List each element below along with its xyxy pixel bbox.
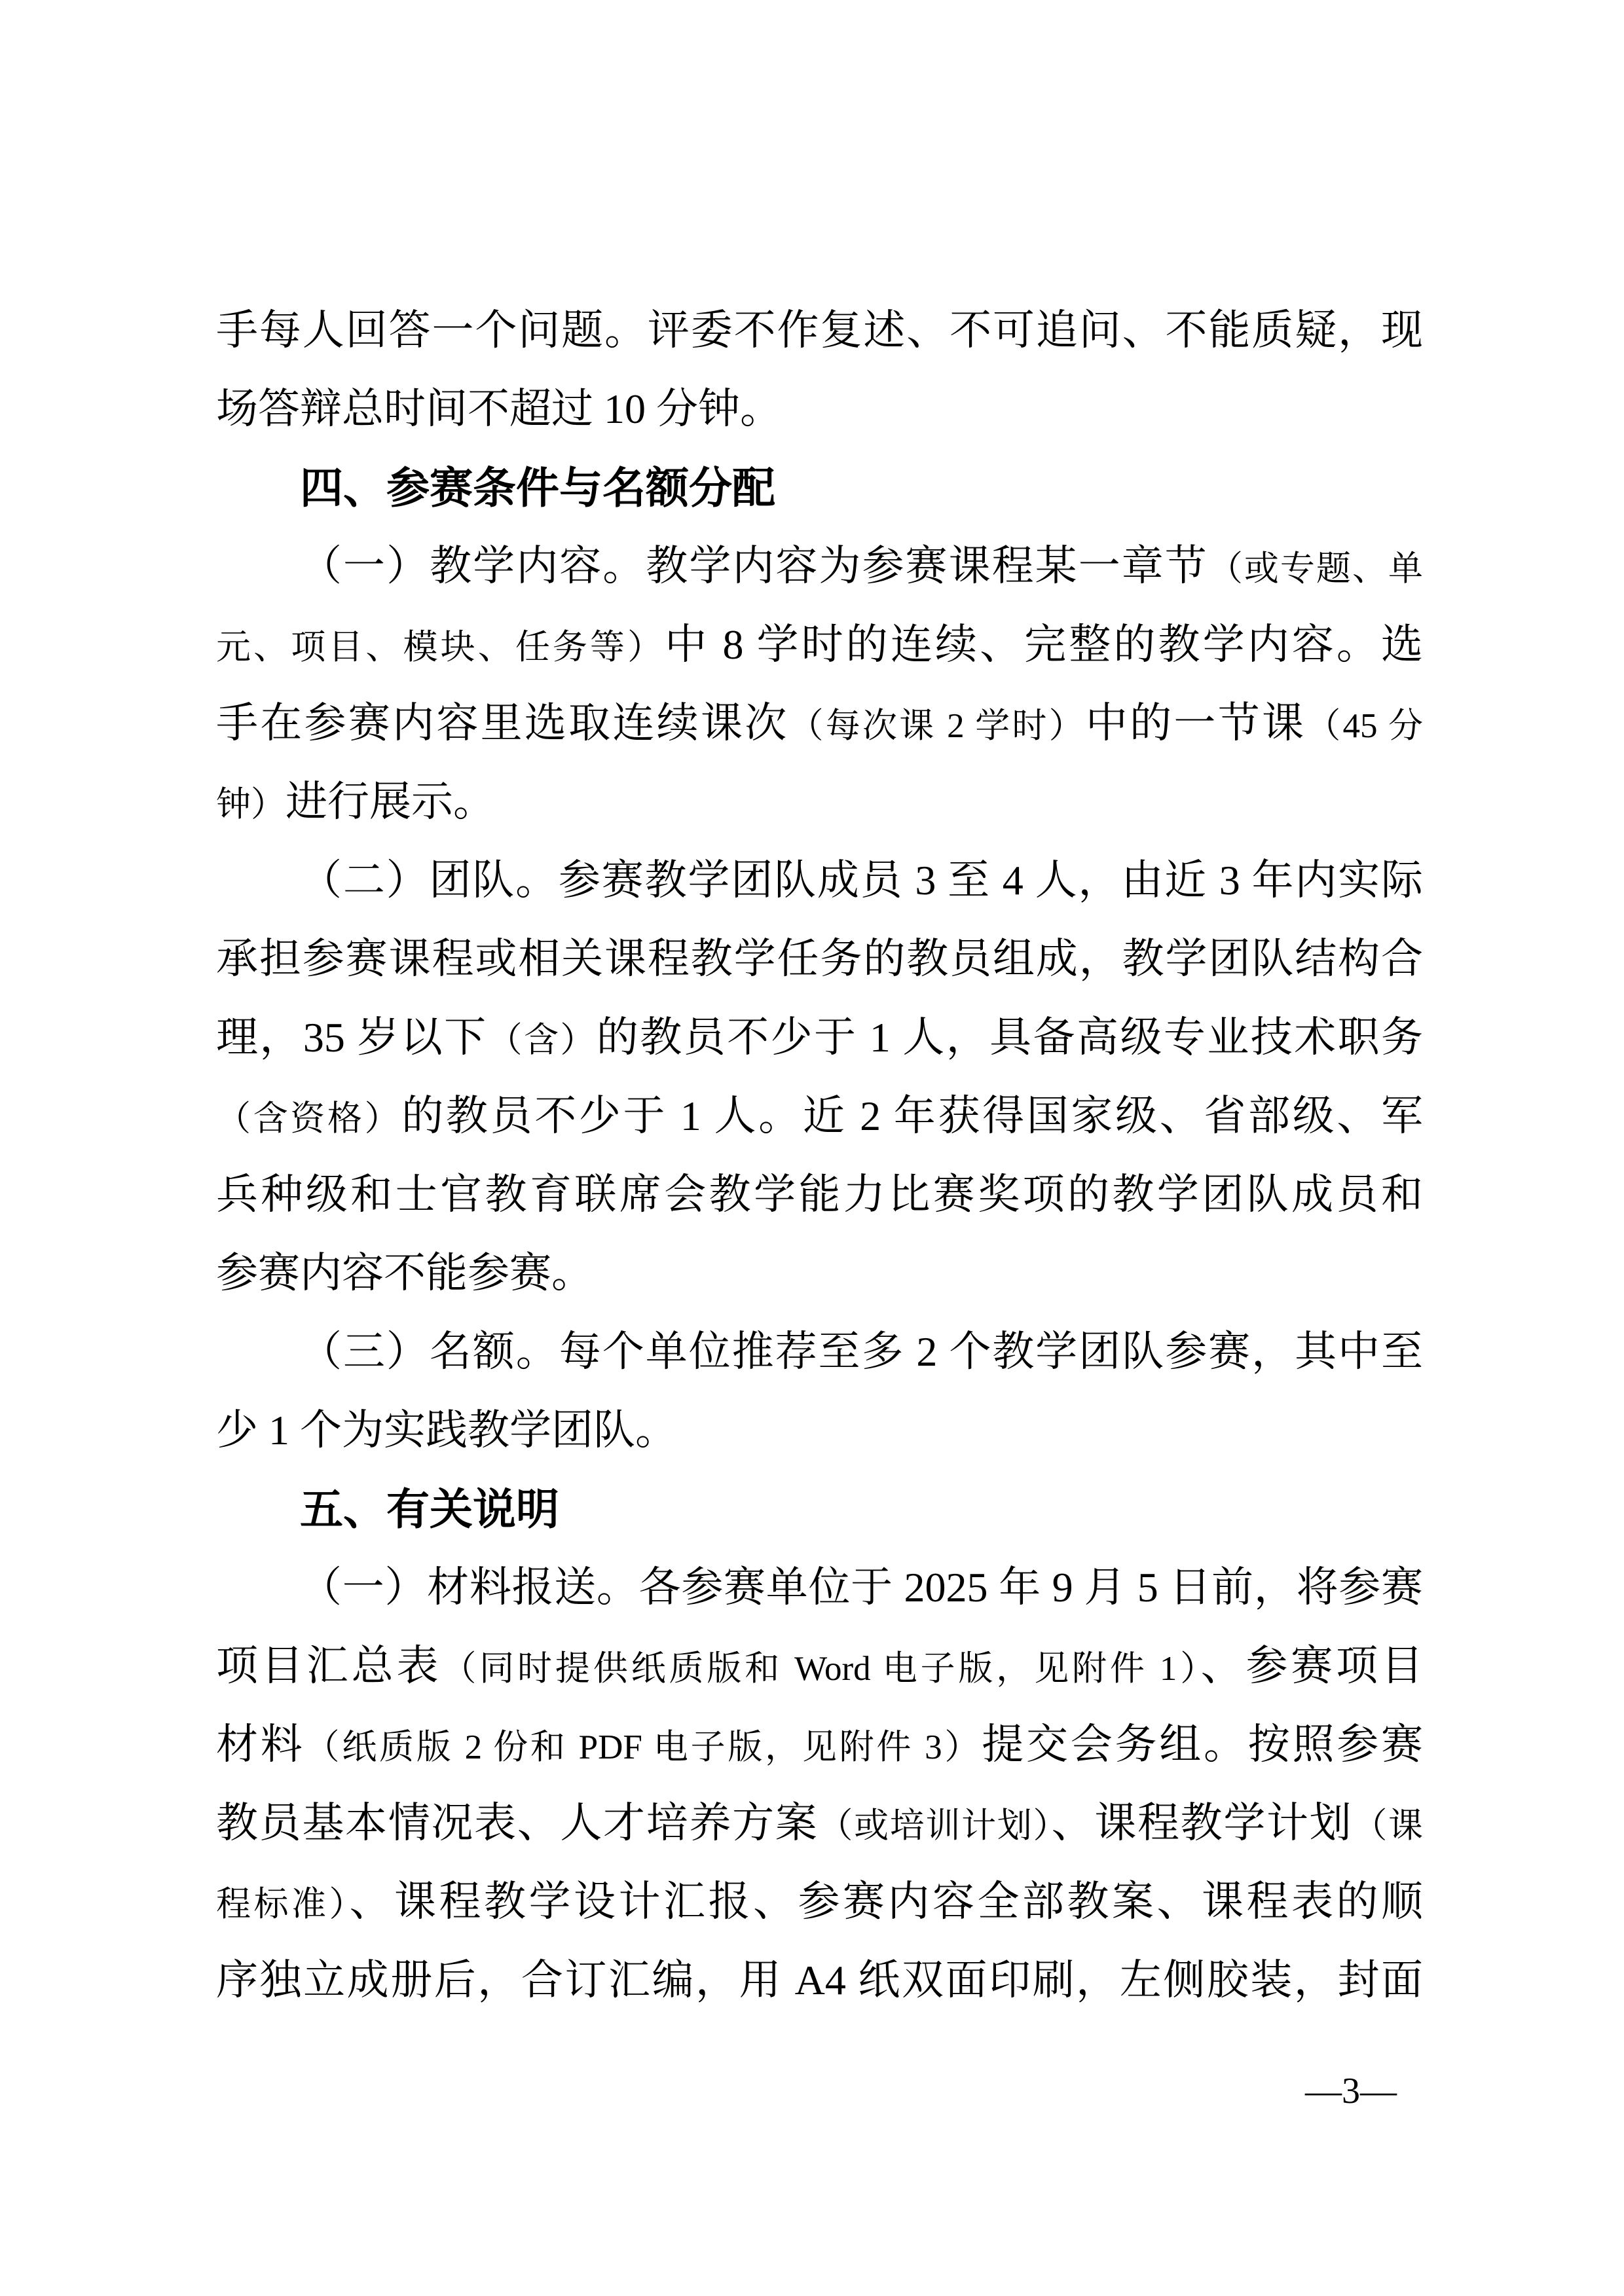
text-segment: 中的一节课 <box>1085 700 1306 746</box>
text-segment: 手每人回答一个问题。评委不作复述、不可追问、不能质疑，现 <box>216 307 1423 354</box>
body-line <box>216 606 1423 684</box>
text-segment: （课 <box>1352 1807 1424 1845</box>
text-segment: （纸质版 2 份和 PDF 电子版，见附件 3） <box>304 1728 982 1766</box>
text-segment: （或培训计划） <box>818 1807 1052 1845</box>
text-segment: （每次课 2 学时） <box>788 707 1086 745</box>
page-number: —3— <box>1305 2071 1397 2111</box>
text-segment: 提交会务组。按照参赛 <box>982 1721 1424 1768</box>
body-line <box>216 998 1423 1077</box>
text-segment: 场答辩总时间不超过 10 分钟。 <box>216 386 782 432</box>
text-segment: 参赛内容不能参赛。 <box>216 1250 593 1296</box>
text-segment: 教员基本情况表、人才培养方案 <box>216 1800 819 1846</box>
text-segment: 的教员不少于 1 人。近 2 年获得国家级、省部级、军 <box>401 1093 1424 1139</box>
body-line <box>216 1863 1423 1941</box>
heading-text: 五、有关说明 <box>300 1485 559 1533</box>
text-segment: （一）材料报送。各参赛单位于 2025 年 9 月 5 日前，将参赛 <box>300 1564 1423 1611</box>
section-heading <box>216 1470 1423 1548</box>
body-line <box>216 841 1423 920</box>
text-segment: 理，35 岁以下 <box>216 1014 488 1061</box>
body-line <box>216 527 1423 606</box>
text-segment: 程标准） <box>216 1886 350 1923</box>
body-line <box>216 763 1423 841</box>
text-segment: 少 1 个为实践教学团队。 <box>216 1407 677 1453</box>
heading-text: 四、参赛条件与名额分配 <box>300 464 775 512</box>
text-segment: 兵种级和士官教育联席会教学能力比赛奖项的教学团队成员和 <box>216 1171 1423 1218</box>
text-segment: （45 分 <box>1306 707 1424 745</box>
body-line <box>216 1391 1423 1470</box>
text-segment: 项目汇总表 <box>216 1643 442 1689</box>
body-line <box>216 1784 1423 1863</box>
text-segment: （一）教学内容。教学内容为参赛课程某一章节 <box>300 543 1208 589</box>
text-segment: 序独立成册后，合订汇编，用 A4 纸双面印刷，左侧胶装，封面 <box>216 1957 1423 2003</box>
body-line <box>216 1548 1423 1627</box>
body-line <box>216 1941 1423 2020</box>
section-heading <box>216 448 1423 527</box>
text-segment: 、课程教学计划 <box>1051 1800 1353 1846</box>
text-segment: 、参赛项目 <box>1200 1643 1424 1689</box>
body-line <box>216 291 1423 370</box>
body-line <box>216 1077 1423 1156</box>
text-segment: （同时提供纸质版和 Word 电子版，见附件 1） <box>441 1650 1201 1688</box>
text-segment: 元、项目、模块、任务等） <box>216 629 665 666</box>
text-segment: 承担参赛课程或相关课程教学任务的教员组成，教学团队结构合 <box>216 936 1423 982</box>
body-line <box>216 1627 1423 1705</box>
body-line <box>216 1156 1423 1234</box>
body-line <box>216 920 1423 998</box>
body-line <box>216 1705 1423 1784</box>
text-segment: （或专题、单 <box>1208 550 1424 588</box>
text-segment: （二）团队。参赛教学团队成员 3 至 4 人，由近 3 年内实际 <box>300 857 1423 903</box>
body-line <box>216 1234 1423 1313</box>
text-segment: 钟） <box>216 786 286 824</box>
text-segment: （三）名额。每个单位推荐至多 2 个教学团队参赛，其中至 <box>300 1328 1423 1375</box>
text-segment: （含） <box>487 1021 597 1059</box>
text-segment: 材料 <box>216 1721 305 1768</box>
text-segment: 中 8 学时的连续、完整的教学内容。选 <box>665 621 1424 668</box>
text-segment: 、课程教学设计汇报、参赛内容全部教案、课程表的顺 <box>349 1878 1423 1925</box>
text-segment: 的教员不少于 1 人，具备高级专业技术职务 <box>596 1014 1424 1061</box>
body-line <box>216 1313 1423 1391</box>
text-segment: （含资格） <box>216 1100 402 1138</box>
text-segment: 手在参赛内容里选取连续课次 <box>216 700 789 746</box>
text-segment: 进行展示。 <box>286 778 495 825</box>
document-body <box>216 291 1423 2020</box>
body-line <box>216 684 1423 763</box>
body-line <box>216 370 1423 448</box>
